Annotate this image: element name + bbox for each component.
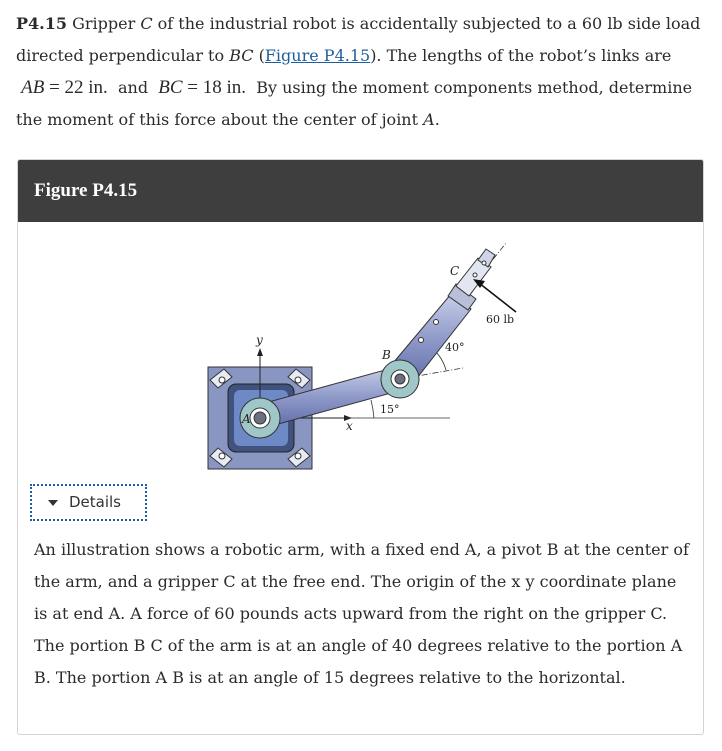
- label-x: x: [346, 419, 353, 433]
- details-toggle[interactable]: [30, 484, 147, 521]
- var-c: C: [140, 14, 153, 33]
- var-bc: BC: [229, 46, 254, 65]
- joint-b: [381, 360, 419, 398]
- label-force: 60 lb: [486, 313, 515, 326]
- problem-statement: [16, 8, 706, 136]
- figure-header: [18, 160, 703, 222]
- var-a: A: [423, 110, 435, 129]
- problem-text: and: [107, 78, 159, 97]
- robot-arm-diagram: [188, 230, 548, 480]
- problem-text: ). The lengths of the robot’s links are: [370, 46, 672, 65]
- label-angle-40: 40°: [445, 341, 465, 354]
- label-b: B: [382, 348, 391, 362]
- problem-text: Gripper: [67, 14, 141, 33]
- label-y: y: [256, 333, 263, 347]
- equation-ab: AB = 22 in.: [21, 77, 108, 98]
- label-c: C: [450, 264, 460, 278]
- problem-text: .: [434, 110, 440, 129]
- problem-text: (: [253, 46, 265, 65]
- figure-description: An illustration shows a robotic arm, with a fixed end A, a pivot B at the center of the arm, and a gripper C at the free end. The origin of the x y coordinate plane is at end A. A force of 60 pounds acts upward from the right on the gripper C. The portion B C of the arm is at an angle of 40 degrees relative to the portion A B. The portion A B is at an angle of 15 degrees relative to the horizontal.: [34, 540, 689, 687]
- label-a: A: [242, 412, 251, 426]
- force-arrow: [473, 279, 516, 312]
- problem-number: P4.15: [16, 14, 67, 33]
- equation-bc: BC = 18 in.: [158, 77, 247, 98]
- angle-15-arc: [371, 400, 374, 418]
- figure-title: Figure P4.15: [34, 180, 138, 201]
- details-label: Details: [69, 493, 122, 511]
- label-angle-15: 15°: [380, 403, 400, 416]
- problem-text: of the industrial robot is accidentally subjected to a 60 lb side load directed perpendicular to: [16, 14, 701, 65]
- gripper-c: [448, 249, 495, 310]
- chevron-down-icon: [48, 500, 58, 506]
- problem-text: By using the moment components method, determine the moment of this force about the center of joint: [16, 78, 698, 129]
- figure-panel: [17, 159, 704, 735]
- figure-link[interactable]: Figure P4.15: [264, 46, 371, 65]
